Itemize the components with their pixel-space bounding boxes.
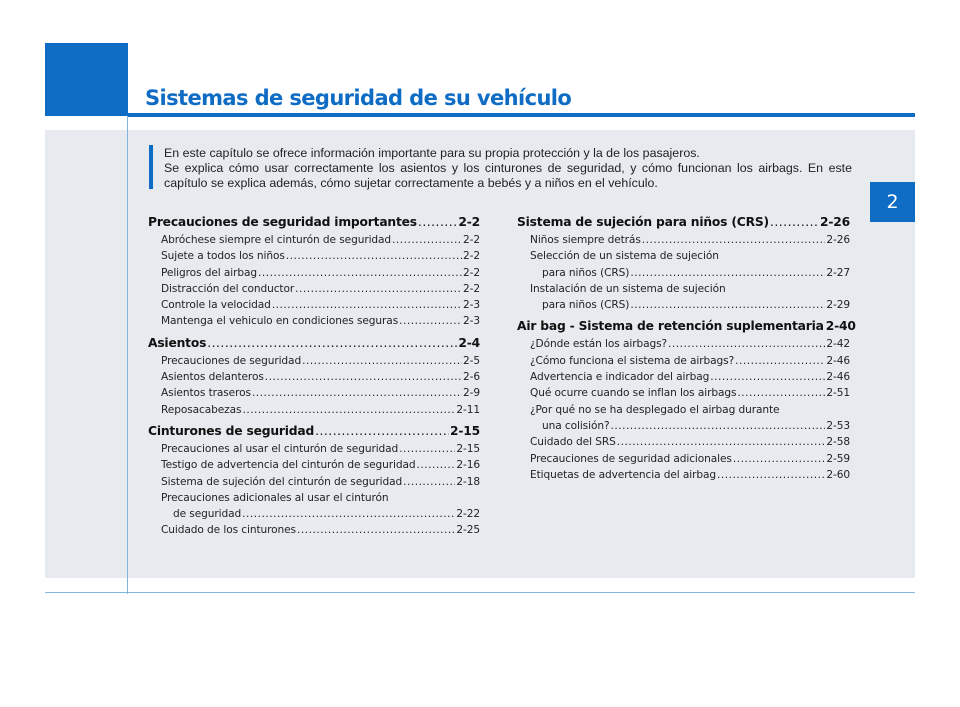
toc-page: 2-6	[462, 371, 480, 384]
toc-leader	[617, 434, 826, 450]
toc-page: 2-5	[462, 354, 480, 367]
page-title: Sistemas de seguridad de su vehículo	[145, 86, 572, 110]
toc-item[interactable]	[148, 441, 480, 457]
toc-item-title: Cuidado de los cinturones	[161, 524, 296, 537]
toc-leader	[630, 265, 825, 281]
toc-item-title: Niños siempre detrás	[530, 234, 641, 246]
toc-item[interactable]	[148, 522, 480, 538]
toc-item-title-cont: para niños (CRS)	[542, 299, 630, 312]
toc-page: 2-15	[450, 423, 480, 438]
toc-leader	[295, 281, 462, 297]
toc-item[interactable]	[148, 232, 480, 248]
toc-item[interactable]	[148, 297, 480, 313]
toc-item-wrap-first-line[interactable]	[148, 490, 480, 506]
toc-page: 2-25	[456, 524, 480, 537]
toc-item[interactable]	[517, 369, 850, 385]
toc-item[interactable]	[517, 353, 850, 369]
toc-heading-cinturones[interactable]	[148, 421, 480, 441]
toc-page: 2-3	[462, 315, 480, 328]
toc-leader	[286, 248, 462, 264]
toc-item-title-cont: una colisión?	[542, 419, 610, 432]
toc-page: 2-11	[456, 403, 480, 416]
toc-leader	[252, 385, 462, 401]
toc-page: 2-26	[820, 215, 850, 229]
toc-item[interactable]	[517, 232, 850, 248]
toc-leader	[642, 232, 826, 248]
title-underline	[128, 113, 915, 117]
toc-item[interactable]	[148, 313, 480, 329]
toc-item-title-cont: para niños (CRS)	[542, 266, 630, 279]
toc-right-column	[517, 212, 856, 483]
toc-heading-title: Precauciones de seguridad importantes	[148, 215, 417, 229]
toc-leader	[710, 369, 825, 385]
toc-item[interactable]	[148, 369, 480, 385]
toc-item-title: Peligros del airbag	[161, 266, 258, 279]
toc-item[interactable]	[148, 265, 480, 281]
toc-page: 2-15	[456, 442, 480, 455]
toc-leader	[630, 297, 825, 313]
toc-leader	[242, 402, 455, 418]
toc-item[interactable]	[148, 281, 480, 297]
toc-leader	[770, 212, 819, 232]
toc-page: 2-51	[826, 387, 850, 400]
toc-leader	[399, 313, 462, 329]
toc-item-wrap-first-line[interactable]	[517, 248, 850, 264]
intro-line-2: Se explica cómo usar correctamente los asientos y los cinturones de seguridad, y cómo funcionan los airbags. En este capítulo se explica además, cómo sujetar correctamente a bebés y a niños en el vehículo.	[164, 161, 852, 190]
toc-heading-sujecion-ninos[interactable]	[517, 212, 850, 232]
intro-line-1: En este capítulo se ofrece información importante para su propia protección y la de los pasajeros.	[164, 146, 700, 160]
toc-page: 2-42	[826, 338, 850, 351]
toc-item[interactable]	[517, 385, 850, 401]
toc-leader	[392, 232, 462, 248]
toc-item-title: Asientos delanteros	[161, 371, 264, 384]
toc-item-title: Advertencia e indicador del airbag	[530, 371, 710, 384]
toc-page: 2-2	[462, 250, 480, 263]
toc-page: 2-59	[826, 452, 850, 465]
toc-item-title: ¿Dónde están los airbags?	[530, 338, 668, 351]
chapter-tab[interactable]: 2	[870, 182, 915, 222]
toc-page: 2-9	[462, 387, 480, 400]
toc-page: 2-22	[456, 508, 480, 521]
toc-page: 2-2	[462, 234, 480, 246]
chapter-intro	[164, 146, 852, 191]
toc-item[interactable]	[517, 418, 850, 434]
toc-page: 2-53	[826, 419, 850, 432]
toc-page: 2-2	[458, 215, 480, 229]
toc-item-title: Asientos traseros	[161, 387, 251, 400]
toc-leader	[242, 506, 455, 522]
toc-leader	[302, 353, 462, 369]
toc-page: 2-3	[462, 299, 480, 312]
toc-page: 2-60	[826, 468, 850, 481]
toc-item-title: Precauciones de seguridad	[161, 354, 302, 367]
toc-leader	[737, 385, 825, 401]
toc-leader	[717, 467, 825, 483]
toc-item[interactable]	[517, 451, 850, 467]
toc-item[interactable]	[148, 402, 480, 418]
toc-item[interactable]	[517, 265, 850, 281]
toc-item-title: Cuidado del SRS	[530, 436, 616, 449]
toc-page: 2-2	[462, 266, 480, 279]
toc-item[interactable]	[148, 474, 480, 490]
toc-item[interactable]	[148, 353, 480, 369]
toc-leader	[418, 212, 457, 232]
margin-line-vertical	[127, 116, 128, 594]
toc-item-title: ¿Por qué no se ha desplegado el airbag durante	[530, 403, 780, 416]
margin-line-horizontal	[45, 592, 915, 593]
toc-page: 2-18	[456, 475, 480, 488]
toc-item-title: Mantenga el vehiculo en condiciones seguras	[161, 315, 399, 328]
toc-page: 2-27	[826, 266, 850, 279]
toc-page: 2-26	[826, 234, 850, 246]
toc-heading-title: Asientos	[148, 335, 207, 350]
toc-leader	[258, 265, 462, 281]
toc-item-title: Precauciones adicionales al usar el cinturón	[161, 491, 389, 504]
toc-item-title: Sujete a todos los niños	[161, 250, 285, 263]
toc-item-title-cont: de seguridad	[173, 508, 242, 521]
toc-leader	[207, 333, 457, 353]
toc-item-title: Precauciones de seguridad adicionales	[530, 452, 732, 465]
toc-item-title: Reposacabezas	[161, 403, 242, 416]
toc-item-title: Precauciones al usar el cinturón de seguridad	[161, 442, 399, 455]
toc-heading-airbag[interactable]	[517, 316, 856, 336]
toc-item-title: Etiquetas de advertencia del airbag	[530, 468, 717, 481]
toc-leader	[272, 297, 462, 313]
toc-page: 2-16	[456, 459, 480, 472]
toc-item-title: Abróchese siempre el cinturón de seguridad	[161, 234, 392, 246]
toc-item-wrap-first-line[interactable]	[517, 281, 850, 297]
toc-item[interactable]	[148, 248, 480, 264]
toc-leader	[315, 421, 449, 441]
toc-item-title: Qué ocurre cuando se inflan los airbags	[530, 387, 737, 400]
toc-item-title: Controle la velocidad	[161, 299, 271, 312]
toc-item[interactable]	[517, 297, 850, 313]
toc-leader	[399, 441, 455, 457]
toc-item-wrap-first-line[interactable]	[517, 402, 850, 418]
toc-page: 2-46	[826, 354, 850, 367]
toc-item-title: Testigo de advertencia del cinturón de seguridad	[161, 459, 416, 472]
toc-heading-asientos[interactable]	[148, 333, 480, 353]
toc-left-column	[148, 212, 480, 539]
toc-item[interactable]	[148, 457, 480, 473]
toc-heading-precauciones[interactable]	[148, 212, 480, 232]
toc-leader	[265, 369, 462, 385]
toc-heading-title: Cinturones de seguridad	[148, 423, 315, 438]
toc-page: 2-40	[825, 319, 856, 334]
toc-leader	[610, 418, 825, 434]
toc-leader	[403, 474, 455, 490]
corner-block	[45, 43, 128, 116]
toc-item[interactable]	[517, 467, 850, 483]
toc-item[interactable]	[517, 434, 850, 450]
toc-leader	[416, 457, 455, 473]
toc-item[interactable]	[148, 385, 480, 401]
toc-item-title: Distracción del conductor	[161, 282, 295, 295]
toc-page: 2-46	[826, 371, 850, 384]
toc-item[interactable]	[517, 336, 850, 352]
toc-heading-title: Sistema de sujeción para niños (CRS)	[517, 215, 769, 229]
toc-page: 2-58	[826, 436, 850, 449]
toc-item-title: ¿Cómo funciona el sistema de airbags?	[530, 354, 735, 367]
toc-leader	[733, 451, 826, 467]
toc-leader	[668, 336, 825, 352]
toc-item-title: Instalación de un sistema de sujeción	[530, 282, 726, 295]
intro-accent-bar	[149, 145, 153, 189]
toc-leader	[297, 522, 455, 538]
toc-item[interactable]	[148, 506, 480, 522]
toc-leader	[735, 353, 825, 369]
toc-page: 2-4	[458, 335, 480, 350]
toc-item-title: Selección de un sistema de sujeción	[530, 250, 719, 263]
toc-page: 2-29	[826, 299, 850, 312]
toc-heading-title: Air bag - Sistema de retención suplementaria	[517, 319, 824, 334]
toc-item-title: Sistema de sujeción del cinturón de seguridad	[161, 475, 403, 488]
toc-page: 2-2	[462, 282, 480, 295]
